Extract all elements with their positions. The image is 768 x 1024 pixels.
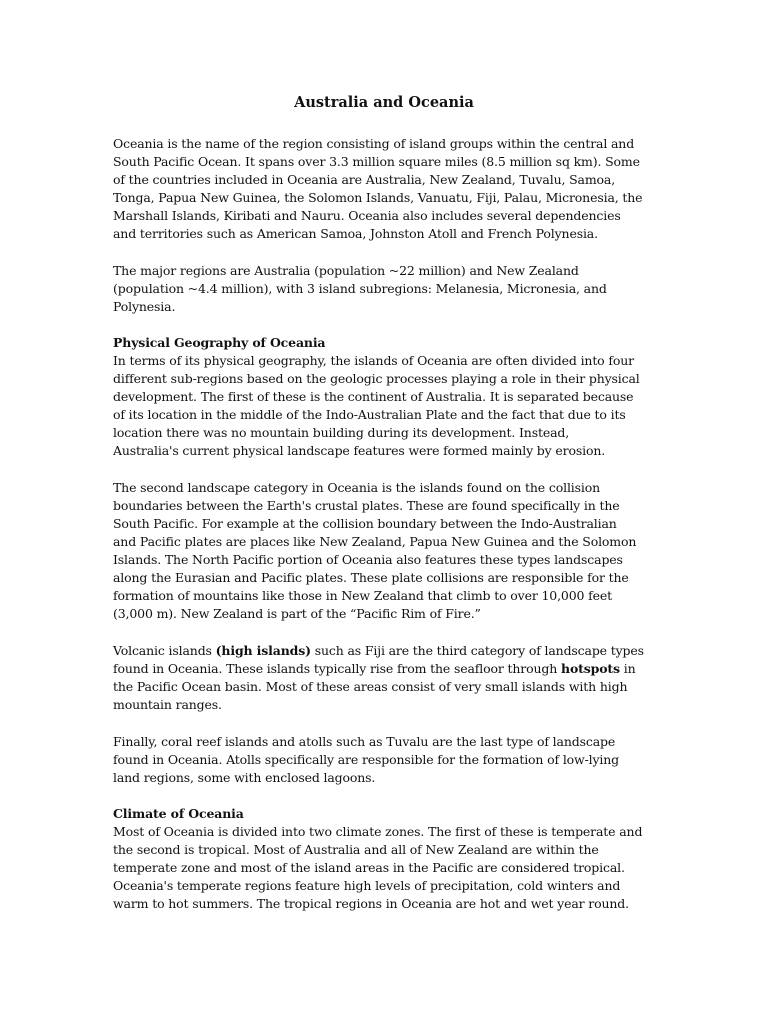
text-segment: of its location in the middle of the Indo-Australian Plate and the fact that due to its — [113, 407, 626, 422]
text-line — [113, 281, 658, 297]
text-segment: development. The first of these is the continent of Australia. It is separated because — [113, 389, 634, 404]
text-segment: warm to hot summers. The tropical regions in Oceania are hot and wet year round. — [113, 896, 629, 911]
text-line — [113, 679, 658, 695]
document-title: Australia and Oceania — [294, 94, 474, 111]
text-line — [113, 480, 658, 496]
text-line — [113, 371, 658, 387]
text-line — [113, 770, 658, 786]
text-line — [113, 697, 658, 713]
text-segment: South Pacific Ocean. It spans over 3.3 million square miles (8.5 million sq km). Some — [113, 154, 640, 169]
text-line — [113, 226, 658, 242]
text-line — [113, 661, 658, 677]
bold-text: Climate of Oceania — [113, 806, 244, 821]
text-line — [113, 896, 658, 912]
text-line — [113, 570, 658, 586]
bold-text: Physical Geography of Oceania — [113, 335, 326, 350]
text-segment: Most of Oceania is divided into two climate zones. The first of these is temperate and — [113, 824, 643, 839]
text-segment: found in Oceania. These islands typically rise from the seafloor through — [113, 661, 561, 676]
text-segment: Polynesia. — [113, 299, 176, 314]
text-segment: Oceania is the name of the region consisting of island groups within the central and — [113, 136, 635, 151]
text-segment: Marshall Islands, Kiribati and Nauru. Oceania also includes several dependencies — [113, 208, 621, 223]
text-segment: along the Eurasian and Pacific plates. These plate collisions are responsible for the — [113, 570, 629, 585]
text-segment: Finally, coral reef islands and atolls such as Tuvalu are the last type of landscape — [113, 734, 616, 749]
text-segment: formation of mountains like those in New Zealand that climb to over 10,000 feet — [113, 588, 612, 603]
text-line — [113, 208, 658, 224]
text-segment: in — [619, 661, 636, 676]
text-segment: Oceania's temperate regions feature high levels of precipitation, cold winters and — [113, 878, 621, 893]
text-line — [113, 752, 658, 768]
bold-text: hotspots — [561, 661, 620, 676]
text-line — [113, 299, 658, 315]
text-segment: In terms of its physical geography, the islands of Oceania are often divided into four — [113, 353, 634, 368]
text-line — [113, 552, 658, 568]
text-line — [113, 878, 658, 894]
text-segment: such as Fiji are the third category of landscape types — [310, 643, 644, 658]
text-segment: found in Oceania. Atolls specifically are responsible for the formation of low-lying — [113, 752, 620, 767]
text-segment: Islands. The North Pacific portion of Oceania also features these types landscapes — [113, 552, 623, 567]
section-heading — [113, 806, 658, 822]
text-segment: different sub-regions based on the geologic processes playing a role in their physical — [113, 371, 640, 386]
text-segment: mountain ranges. — [113, 697, 222, 712]
text-segment: (3,000 m). New Zealand is part of the “Pacific Rim of Fire.” — [113, 606, 481, 621]
text-line — [113, 389, 658, 405]
text-line — [113, 407, 658, 423]
text-line — [113, 734, 658, 750]
text-segment: location there was no mountain building during its development. Instead, — [113, 425, 570, 440]
text-segment: The major regions are Australia (population ~22 million) and New Zealand — [113, 263, 579, 278]
text-segment: Australia's current physical landscape features were formed mainly by erosion. — [113, 443, 606, 458]
text-line — [113, 534, 658, 550]
text-line — [113, 516, 658, 532]
text-line — [113, 443, 658, 459]
text-segment: of the countries included in Oceania are Australia, New Zealand, Tuvalu, Samoa, — [113, 172, 616, 187]
text-line — [113, 498, 658, 514]
text-line — [113, 643, 658, 659]
text-line — [113, 588, 658, 604]
text-segment: (population ~4.4 million), with 3 island subregions: Melanesia, Micronesia, and — [113, 281, 607, 296]
text-segment: the Pacific Ocean basin. Most of these areas consist of very small islands with high — [113, 679, 628, 694]
text-segment: and territories such as American Samoa, Johnston Atoll and French Polynesia. — [113, 226, 598, 241]
text-segment: Volcanic islands — [113, 643, 216, 658]
bold-text: (high islands) — [215, 643, 311, 658]
text-segment: the second is tropical. Most of Australia and all of New Zealand are within the — [113, 842, 599, 857]
text-line — [113, 154, 658, 170]
text-segment: boundaries between the Earth's crustal plates. These are found specifically in the — [113, 498, 620, 513]
text-line — [113, 824, 658, 840]
text-line — [113, 842, 658, 858]
text-segment: Tonga, Papua New Guinea, the Solomon Islands, Vanuatu, Fiji, Palau, Micronesia, the — [113, 190, 643, 205]
text-line — [113, 190, 658, 206]
text-line — [113, 263, 658, 279]
text-line — [113, 425, 658, 441]
text-line — [113, 606, 658, 622]
text-line — [113, 860, 658, 876]
text-segment: and Pacific plates are places like New Zealand, Papua New Guinea and the Solomon — [113, 534, 637, 549]
text-line — [113, 172, 658, 188]
text-segment: land regions, some with enclosed lagoons. — [113, 770, 376, 785]
text-segment: South Pacific. For example at the collision boundary between the Indo-Australian — [113, 516, 617, 531]
text-segment: The second landscape category in Oceania is the islands found on the collision — [113, 480, 601, 495]
section-heading — [113, 335, 658, 351]
text-line — [113, 353, 658, 369]
text-segment: temperate zone and most of the island areas in the Pacific are considered tropical. — [113, 860, 625, 875]
text-line — [113, 136, 658, 152]
